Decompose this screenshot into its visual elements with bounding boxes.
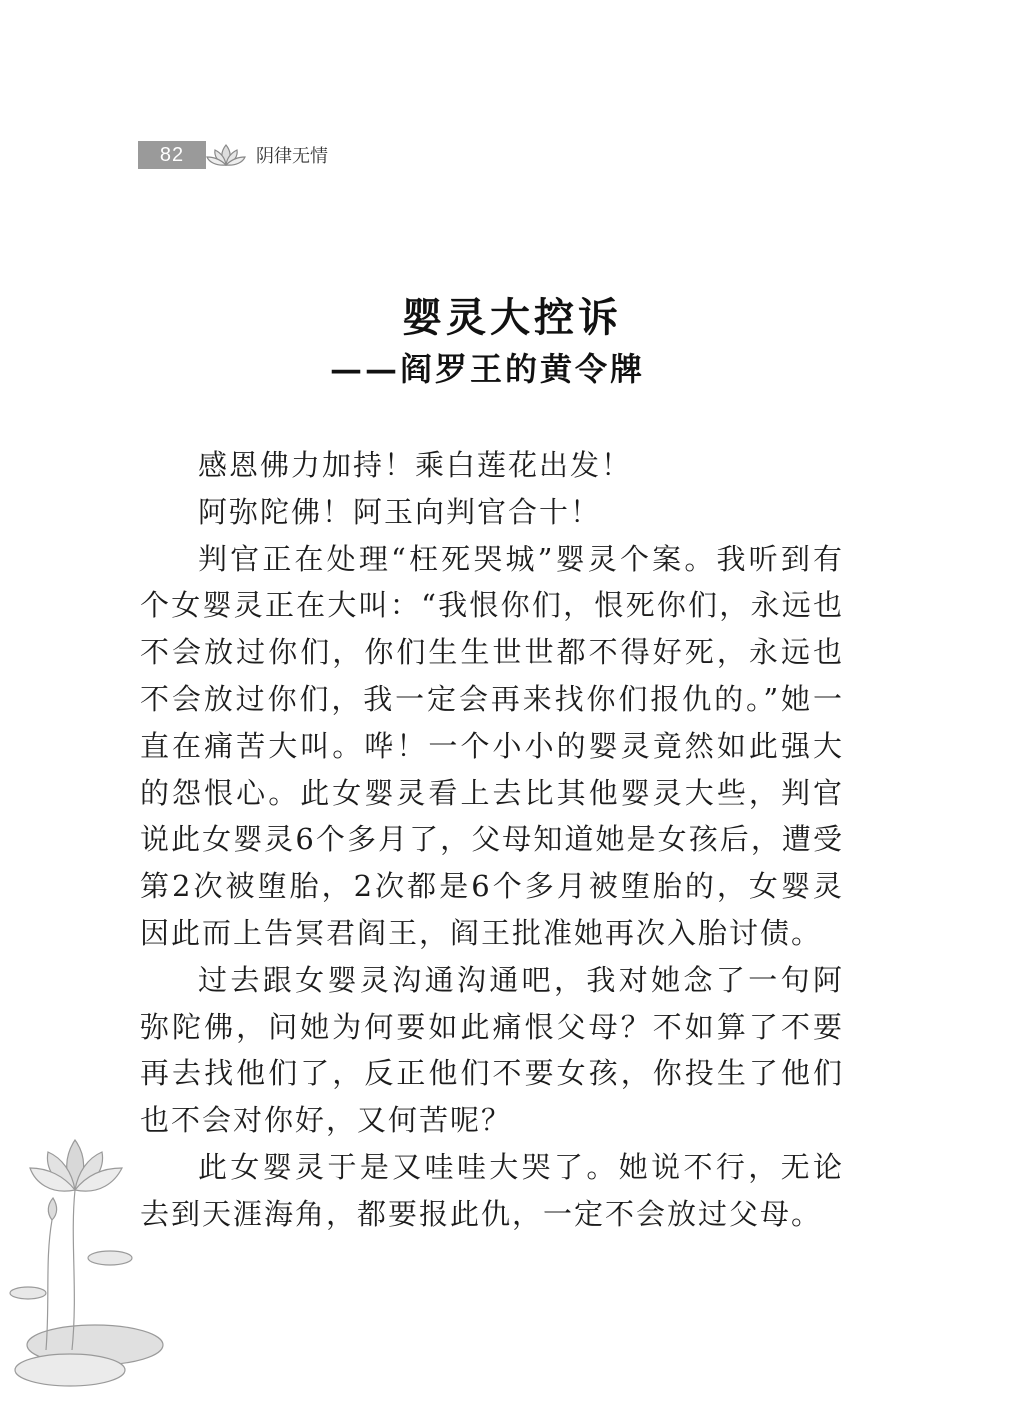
lotus-icon xyxy=(206,141,246,169)
lotus-pond-illustration xyxy=(0,1120,190,1390)
article-body xyxy=(140,442,844,1238)
article-title: 婴灵大控诉 xyxy=(402,294,622,341)
book-title: 阴律无情 xyxy=(256,146,328,167)
paragraph: 阿弥陀佛！阿玉向判官合十！ xyxy=(198,494,602,529)
article-subtitle: ——阎罗王的黄令牌 xyxy=(330,350,646,388)
paragraph: 过去跟女婴灵沟通沟通吧，我对她念了一句阿弥陀佛，问她为何要如此痛恨父母？不如算了不要再去找他们了，反正他们不要女孩，你投生了他们也不会对你好，又何苦呢？ xyxy=(140,962,844,1138)
page-number: 82 xyxy=(138,141,206,169)
paragraph: 此女婴灵于是又哇哇大哭了。她说不行，无论去到天涯海角，都要报此仇，一定不会放过父母。 xyxy=(140,1149,844,1231)
running-header xyxy=(138,140,328,170)
paragraph: 感恩佛力加持！乘白莲花出发！ xyxy=(198,448,633,482)
paragraph: 判官正在处理“枉死哭城”婴灵个案。我听到有个女婴灵正在大叫：“我恨你们，恨死你们，永远也不会放过你们，你们生生世世都不得好死，永远也不会放过你们，我一定会再来找你们报仇的。”她一直在痛苦大叫。哗！一个小小的婴灵竟然如此强大的怨恨心。此女婴灵看上去比其他婴灵大些，判官说此女婴灵6个多月了，父母知道她是女孩后，遭受第2次被堕胎，2次都是6个多月被堕胎的，女婴灵因此而上告冥君阎王，阎王批准她再次入胎讨债。 xyxy=(140,541,844,950)
